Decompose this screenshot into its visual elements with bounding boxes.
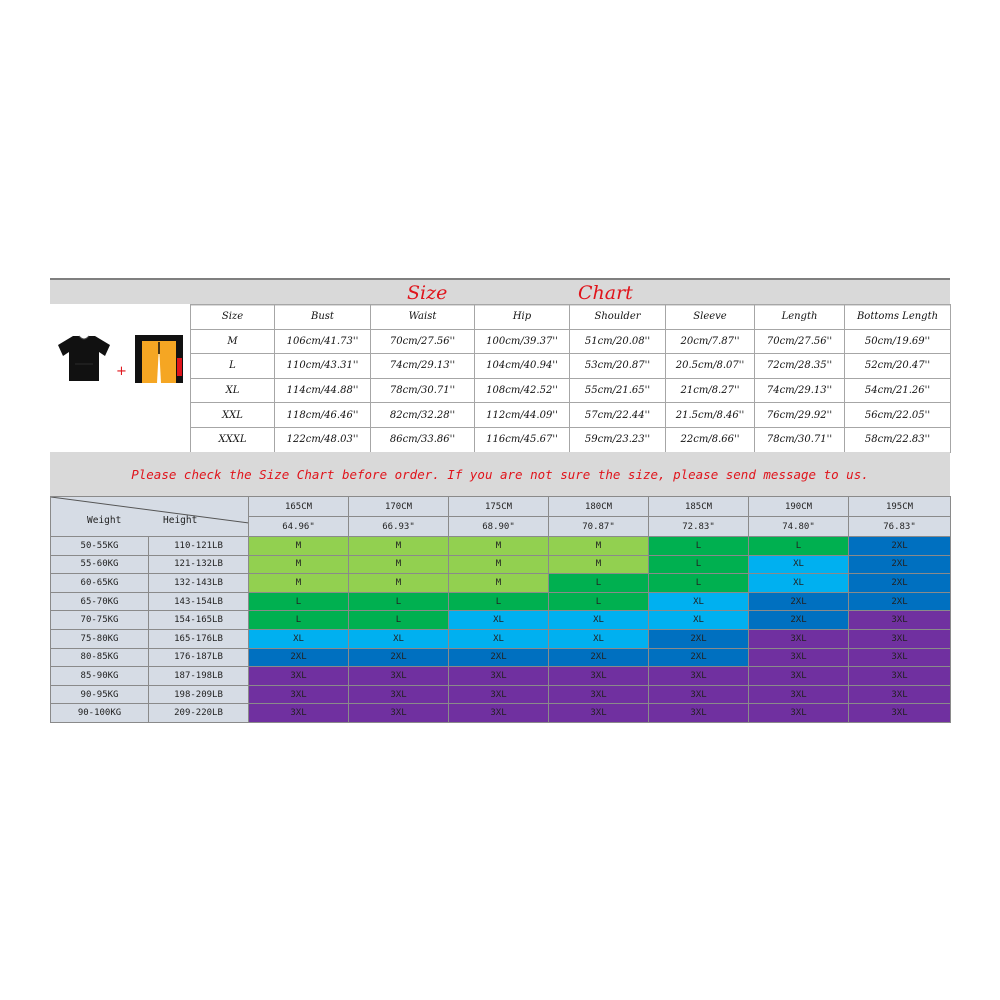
recommended-size-cell: 3XL bbox=[449, 704, 549, 723]
size-table-row bbox=[191, 378, 951, 403]
grid-row bbox=[51, 537, 951, 556]
height-cm-header: 190CM bbox=[749, 497, 849, 517]
measurement-cell: 70cm/27.56'' bbox=[755, 329, 845, 354]
recommended-size-cell: 3XL bbox=[849, 704, 951, 723]
height-inch-header: 74.80" bbox=[749, 517, 849, 537]
height-cm-header: 180CM bbox=[549, 497, 649, 517]
recommended-size-cell: M bbox=[449, 555, 549, 574]
size-label-cell: XL bbox=[191, 378, 275, 403]
measurement-cell: 74cm/29.13'' bbox=[371, 354, 475, 379]
weight-label: Weight bbox=[87, 515, 122, 526]
recommended-size-cell: 2XL bbox=[549, 648, 649, 667]
recommended-size-cell: 3XL bbox=[749, 685, 849, 704]
recommended-size-cell: L bbox=[249, 611, 349, 630]
height-cm-header: 175CM bbox=[449, 497, 549, 517]
recommended-size-cell: 3XL bbox=[349, 667, 449, 686]
size-measurement-table bbox=[190, 304, 951, 453]
recommended-size-cell: M bbox=[249, 537, 349, 556]
recommended-size-cell: XL bbox=[449, 611, 549, 630]
measurement-cell: 56cm/22.05'' bbox=[845, 403, 951, 428]
weight-kg-cell: 80-85KG bbox=[51, 648, 149, 667]
grid-row bbox=[51, 685, 951, 704]
recommended-size-cell: M bbox=[349, 555, 449, 574]
height-weight-size-grid bbox=[50, 496, 951, 723]
weight-kg-cell: 85-90KG bbox=[51, 667, 149, 686]
measurement-cell: 58cm/22.83'' bbox=[845, 427, 951, 452]
size-table-header-cell: Sleeve bbox=[666, 305, 755, 330]
height-cm-header: 170CM bbox=[349, 497, 449, 517]
size-label-cell: XXXL bbox=[191, 427, 275, 452]
weight-kg-cell: 75-80KG bbox=[51, 629, 149, 648]
recommended-size-cell: 3XL bbox=[749, 704, 849, 723]
recommended-size-cell: 2XL bbox=[849, 555, 951, 574]
recommended-size-cell: 3XL bbox=[449, 685, 549, 704]
recommended-size-cell: L bbox=[549, 574, 649, 593]
recommended-size-cell: 3XL bbox=[749, 648, 849, 667]
measurement-cell: 108cm/42.52'' bbox=[475, 378, 570, 403]
t-shirt-icon bbox=[55, 334, 113, 382]
recommended-size-cell: L bbox=[249, 592, 349, 611]
weight-lb-cell: 121-132LB bbox=[149, 555, 249, 574]
recommended-size-cell: L bbox=[749, 537, 849, 556]
measurement-cell: 110cm/43.31'' bbox=[275, 354, 371, 379]
recommended-size-cell: 2XL bbox=[749, 611, 849, 630]
height-inch-header: 70.87" bbox=[549, 517, 649, 537]
weight-kg-cell: 50-55KG bbox=[51, 537, 149, 556]
recommended-size-cell: 3XL bbox=[549, 667, 649, 686]
measurement-cell: 112cm/44.09'' bbox=[475, 403, 570, 428]
title-size: Size bbox=[407, 282, 448, 304]
recommended-size-cell: 3XL bbox=[249, 704, 349, 723]
size-table-header-cell: Size bbox=[191, 305, 275, 330]
recommended-size-cell: XL bbox=[549, 629, 649, 648]
recommended-size-cell: 3XL bbox=[549, 704, 649, 723]
recommended-size-cell: 3XL bbox=[349, 704, 449, 723]
measurement-cell: 21cm/8.27'' bbox=[666, 378, 755, 403]
measurement-cell: 22cm/8.66'' bbox=[666, 427, 755, 452]
measurement-cell: 114cm/44.88'' bbox=[275, 378, 371, 403]
recommended-size-cell: XL bbox=[449, 629, 549, 648]
measurement-cell: 104cm/40.94'' bbox=[475, 354, 570, 379]
recommended-size-cell: XL bbox=[649, 611, 749, 630]
weight-lb-cell: 143-154LB bbox=[149, 592, 249, 611]
measurement-cell: 72cm/28.35'' bbox=[755, 354, 845, 379]
measurement-cell: 70cm/27.56'' bbox=[371, 329, 475, 354]
height-inch-header: 64.96" bbox=[249, 517, 349, 537]
weight-lb-cell: 209-220LB bbox=[149, 704, 249, 723]
recommended-size-cell: 3XL bbox=[849, 685, 951, 704]
weight-kg-cell: 60-65KG bbox=[51, 574, 149, 593]
size-table-header-cell: Shoulder bbox=[570, 305, 666, 330]
measurement-cell: 55cm/21.65'' bbox=[570, 378, 666, 403]
recommended-size-cell: L bbox=[349, 592, 449, 611]
grid-row bbox=[51, 592, 951, 611]
measurement-cell: 20.5cm/8.07'' bbox=[666, 354, 755, 379]
recommended-size-cell: 3XL bbox=[849, 611, 951, 630]
measurement-cell: 54cm/21.26'' bbox=[845, 378, 951, 403]
height-cm-header: 185CM bbox=[649, 497, 749, 517]
measurement-cell: 78cm/30.71'' bbox=[371, 378, 475, 403]
recommended-size-cell: M bbox=[549, 537, 649, 556]
recommended-size-cell: XL bbox=[349, 629, 449, 648]
height-label: Height bbox=[163, 515, 198, 526]
recommended-size-cell: M bbox=[549, 555, 649, 574]
measurement-cell: 21.5cm/8.46'' bbox=[666, 403, 755, 428]
plus-icon: + bbox=[116, 364, 127, 379]
grid-row bbox=[51, 555, 951, 574]
weight-lb-cell: 110-121LB bbox=[149, 537, 249, 556]
recommended-size-cell: 3XL bbox=[649, 704, 749, 723]
recommended-size-cell: 3XL bbox=[249, 667, 349, 686]
height-cm-header: 165CM bbox=[249, 497, 349, 517]
title-bar bbox=[50, 278, 950, 306]
recommended-size-cell: L bbox=[449, 592, 549, 611]
recommended-size-cell: 2XL bbox=[849, 574, 951, 593]
recommended-size-cell: XL bbox=[749, 555, 849, 574]
measurement-cell: 51cm/20.08'' bbox=[570, 329, 666, 354]
measurement-cell: 106cm/41.73'' bbox=[275, 329, 371, 354]
weight-lb-cell: 187-198LB bbox=[149, 667, 249, 686]
height-inch-header: 66.93" bbox=[349, 517, 449, 537]
measurement-cell: 20cm/7.87'' bbox=[666, 329, 755, 354]
recommended-size-cell: M bbox=[349, 537, 449, 556]
recommended-size-cell: 2XL bbox=[649, 648, 749, 667]
size-table-row bbox=[191, 427, 951, 452]
weight-kg-cell: 65-70KG bbox=[51, 592, 149, 611]
recommended-size-cell: M bbox=[449, 537, 549, 556]
measurement-cell: 78cm/30.71'' bbox=[755, 427, 845, 452]
recommended-size-cell: L bbox=[649, 555, 749, 574]
recommended-size-cell: XL bbox=[249, 629, 349, 648]
measurement-cell: 82cm/32.28'' bbox=[371, 403, 475, 428]
recommended-size-cell: 3XL bbox=[849, 629, 951, 648]
shorts-icon bbox=[133, 334, 185, 384]
size-label-cell: M bbox=[191, 329, 275, 354]
size-table-row bbox=[191, 329, 951, 354]
weight-kg-cell: 90-100KG bbox=[51, 704, 149, 723]
size-table-row bbox=[191, 403, 951, 428]
recommended-size-cell: 3XL bbox=[649, 685, 749, 704]
recommended-size-cell: 3XL bbox=[749, 667, 849, 686]
recommended-size-cell: M bbox=[249, 555, 349, 574]
recommended-size-cell: 2XL bbox=[749, 592, 849, 611]
recommended-size-cell: XL bbox=[649, 592, 749, 611]
height-cm-header: 195CM bbox=[849, 497, 951, 517]
height-inch-header: 72.83" bbox=[649, 517, 749, 537]
recommended-size-cell: 3XL bbox=[749, 629, 849, 648]
recommended-size-cell: 3XL bbox=[349, 685, 449, 704]
recommended-size-cell: 3XL bbox=[249, 685, 349, 704]
size-table-header-cell: Bottoms Length bbox=[845, 305, 951, 330]
measurement-cell: 76cm/29.92'' bbox=[755, 403, 845, 428]
order-note: Please check the Size Chart before order. If you are not sure the size, please send message to us. bbox=[50, 452, 950, 496]
grid-row bbox=[51, 704, 951, 723]
grid-row bbox=[51, 574, 951, 593]
recommended-size-cell: 3XL bbox=[549, 685, 649, 704]
size-table-header-cell: Bust bbox=[275, 305, 371, 330]
weight-lb-cell: 132-143LB bbox=[149, 574, 249, 593]
recommended-size-cell: XL bbox=[549, 611, 649, 630]
recommended-size-cell: XL bbox=[749, 574, 849, 593]
grid-row bbox=[51, 667, 951, 686]
recommended-size-cell: 2XL bbox=[849, 537, 951, 556]
height-inch-header: 76.83" bbox=[849, 517, 951, 537]
title-chart: Chart bbox=[578, 282, 633, 304]
weight-lb-cell: 154-165LB bbox=[149, 611, 249, 630]
recommended-size-cell: L bbox=[649, 537, 749, 556]
size-label-cell: XXL bbox=[191, 403, 275, 428]
grid-row bbox=[51, 629, 951, 648]
grid-corner-header bbox=[51, 497, 249, 537]
recommended-size-cell: 3XL bbox=[849, 648, 951, 667]
recommended-size-cell: L bbox=[549, 592, 649, 611]
height-inch-header: 68.90" bbox=[449, 517, 549, 537]
recommended-size-cell: 2XL bbox=[349, 648, 449, 667]
recommended-size-cell: 2XL bbox=[849, 592, 951, 611]
recommended-size-cell: 2XL bbox=[449, 648, 549, 667]
measurement-cell: 86cm/33.86'' bbox=[371, 427, 475, 452]
recommended-size-cell: L bbox=[649, 574, 749, 593]
recommended-size-cell: 3XL bbox=[649, 667, 749, 686]
measurement-cell: 53cm/20.87'' bbox=[570, 354, 666, 379]
measurement-cell: 116cm/45.67'' bbox=[475, 427, 570, 452]
weight-kg-cell: 90-95KG bbox=[51, 685, 149, 704]
recommended-size-cell: M bbox=[449, 574, 549, 593]
measurement-cell: 74cm/29.13'' bbox=[755, 378, 845, 403]
recommended-size-cell: 2XL bbox=[649, 629, 749, 648]
size-label-cell: L bbox=[191, 354, 275, 379]
size-table-header-row bbox=[191, 305, 951, 330]
weight-lb-cell: 165-176LB bbox=[149, 629, 249, 648]
measurement-cell: 118cm/46.46'' bbox=[275, 403, 371, 428]
measurement-cell: 57cm/22.44'' bbox=[570, 403, 666, 428]
size-table-header-cell: Waist bbox=[371, 305, 475, 330]
recommended-size-cell: M bbox=[349, 574, 449, 593]
recommended-size-cell: M bbox=[249, 574, 349, 593]
weight-kg-cell: 55-60KG bbox=[51, 555, 149, 574]
grid-row bbox=[51, 648, 951, 667]
product-image bbox=[50, 304, 190, 452]
recommended-size-cell: L bbox=[349, 611, 449, 630]
measurement-cell: 50cm/19.69'' bbox=[845, 329, 951, 354]
size-table-header-cell: Length bbox=[755, 305, 845, 330]
weight-lb-cell: 198-209LB bbox=[149, 685, 249, 704]
size-chart-sheet bbox=[50, 278, 950, 722]
size-table-header-cell: Hip bbox=[475, 305, 570, 330]
measurement-cell: 52cm/20.47'' bbox=[845, 354, 951, 379]
recommended-size-cell: 2XL bbox=[249, 648, 349, 667]
recommended-size-cell: 3XL bbox=[849, 667, 951, 686]
measurement-cell: 122cm/48.03'' bbox=[275, 427, 371, 452]
grid-row bbox=[51, 611, 951, 630]
measurement-cell: 59cm/23.23'' bbox=[570, 427, 666, 452]
recommended-size-cell: 3XL bbox=[449, 667, 549, 686]
size-table-row bbox=[191, 354, 951, 379]
weight-lb-cell: 176-187LB bbox=[149, 648, 249, 667]
weight-kg-cell: 70-75KG bbox=[51, 611, 149, 630]
measurement-cell: 100cm/39.37'' bbox=[475, 329, 570, 354]
